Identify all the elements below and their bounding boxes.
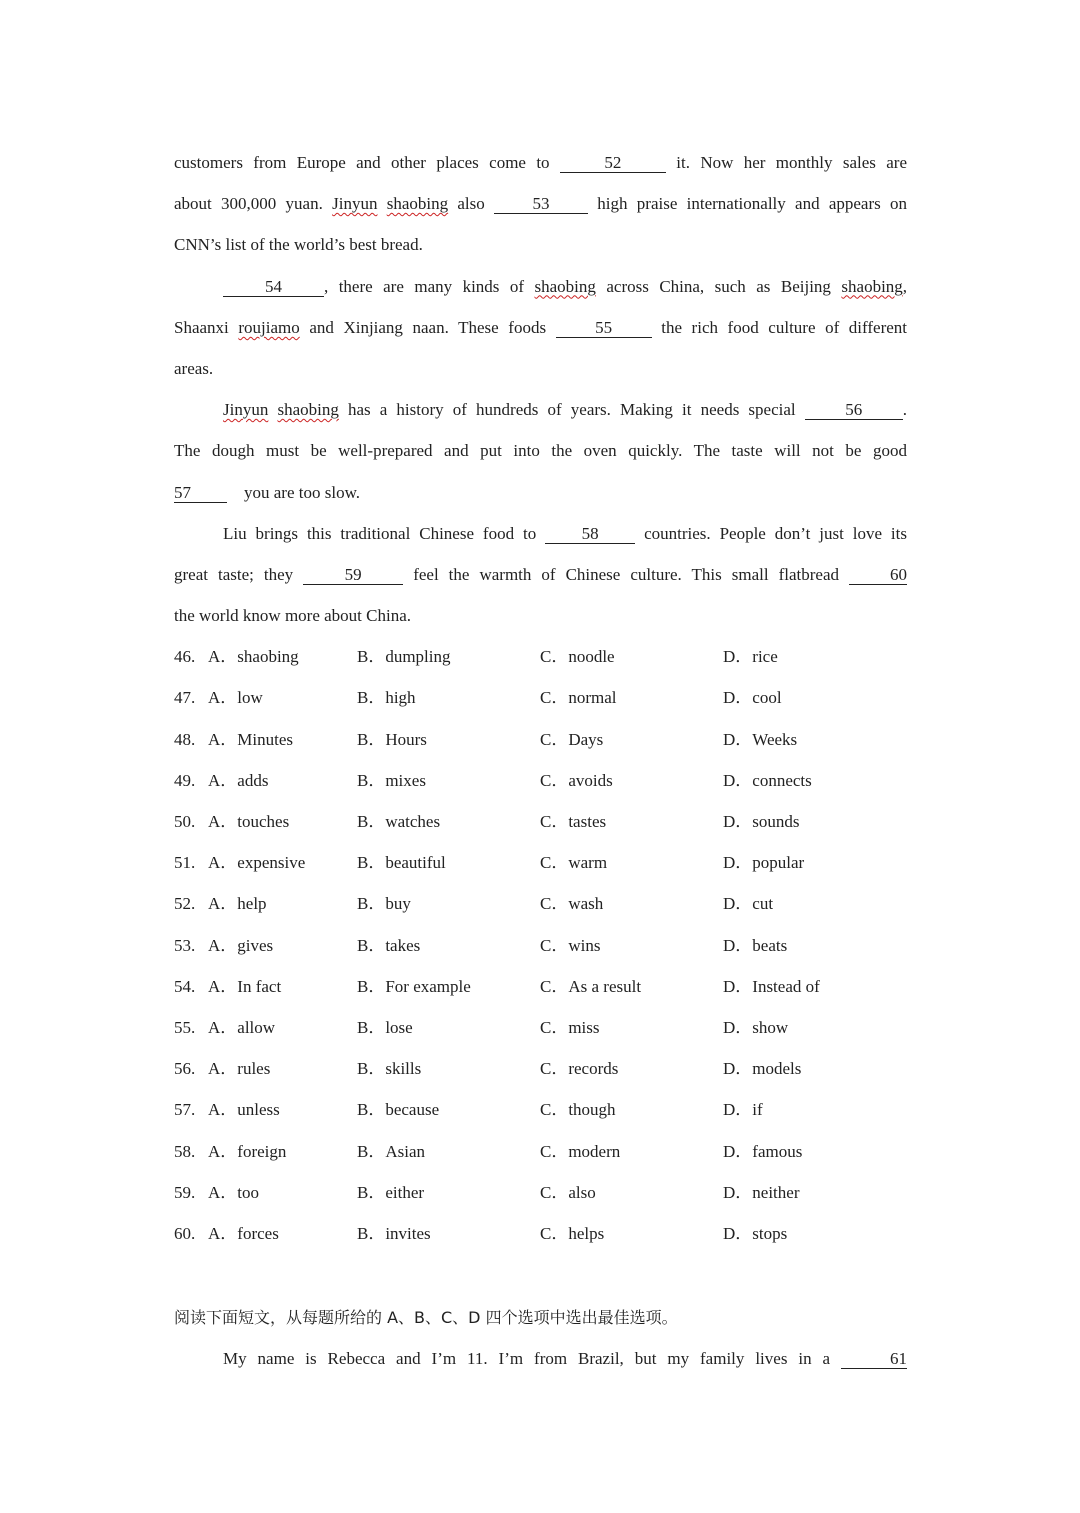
option-d: D．popular [723,853,805,873]
question-row [174,719,907,760]
question-row [174,1131,907,1172]
option-d: D．cool [723,688,782,708]
section-instruction: 阅读下面短文，从每题所给的 A、B、C、D 四个选项中选出最佳选项。 [174,1308,678,1327]
option-a: A．shaobing [208,647,299,667]
passage-line: areas. [174,358,214,378]
option-b: B．invites [357,1223,431,1243]
question-row [174,1007,907,1048]
option-a: A．expensive [208,853,306,873]
question-number: 52. [174,894,196,914]
passage-line: Liu brings this traditional Chinese food to 58 countries. People don’t just love its [223,523,907,543]
option-a: A．allow [208,1017,276,1037]
option-c: C．records [540,1059,619,1079]
option-d: D．famous [723,1141,803,1161]
option-b: B．skills [357,1059,422,1079]
question-number: 56. [174,1059,196,1079]
question-number: 46. [174,647,196,667]
option-c: C．though [540,1100,616,1120]
option-d: D．beats [723,935,788,955]
passage-line: CNN’s list of the world’s best bread. [174,235,423,255]
blank-53: 53 [494,195,588,214]
question-row [174,842,907,883]
question-number: 48. [174,729,196,749]
option-d: D．cut [723,894,774,914]
option-a: A．adds [208,770,269,790]
cloze-passage [174,142,907,1254]
passage-line: Jinyun shaobing has a history of hundreds of years. Making it needs special 56 . [223,400,908,420]
question-row [174,1089,907,1130]
option-a: A．Minutes [208,729,293,749]
option-d: D．Weeks [723,729,798,749]
blank-56: 56 [805,401,903,420]
question-row [174,966,907,1007]
option-d: D．show [723,1017,789,1037]
question-row [174,760,907,801]
question-row [174,883,907,924]
option-c: C．warm [540,853,608,873]
option-b: B．mixes [357,770,426,790]
option-b: B．beautiful [357,853,446,873]
option-d: D．Instead of [723,976,820,996]
question-number: 50. [174,812,196,831]
option-b: B．high [357,688,416,708]
passage-line: 54 , there are many kinds of shaobing across China, such as Beijing shaobing, [174,266,907,307]
option-b: B．Asian [357,1141,425,1161]
option-b: B．because [357,1100,440,1120]
option-a: A．rules [208,1059,271,1079]
option-d: D．models [723,1059,802,1079]
option-c: C．miss [540,1017,600,1037]
next-passage [174,1338,907,1379]
option-b: B．lose [357,1017,413,1037]
option-a: A．foreign [208,1141,287,1161]
question-number: 55. [174,1017,196,1037]
option-d: D．if [723,1100,763,1120]
blank-55: 55 [556,319,652,338]
option-c: C．Days [540,729,604,749]
option-a: A．In fact [208,976,282,996]
question-row [174,1048,907,1089]
blank-52: 52 [560,154,666,173]
option-c: C．wash [540,894,604,914]
option-c: C．helps [540,1223,605,1243]
question-number: 57. [174,1100,196,1120]
blank-59: 59 [303,566,403,585]
option-b: B．buy [357,894,411,914]
question-number: 54. [174,976,196,996]
question-row [174,1172,907,1213]
option-a: A．unless [208,1100,280,1120]
passage-line: great taste; they 59 feel the warmth of Chinese culture. This small flatbread 60 [174,564,908,584]
passage-line: 57 you are too slow. [174,482,360,502]
question-number: 59. [174,1182,196,1202]
passage-line: customers from Europe and other places come to 52 it. Now her monthly sales are [174,153,907,172]
answer-options [174,636,907,1254]
option-a: A．touches [208,812,290,831]
passage-line: My name is Rebecca and I’m 11. I’m from Brazil, but my family lives in a 61 [223,1349,908,1368]
question-number: 58. [174,1141,196,1161]
question-row [174,636,907,677]
option-a: A．help [208,894,267,914]
option-c: C．also [540,1182,596,1202]
option-c: C．As a result [540,976,642,996]
option-b: B．dumpling [357,647,451,667]
passage-line: Shaanxi roujiamo and Xinjiang naan. These foods 55 the rich food culture of different [174,317,908,337]
option-c: C．tastes [540,812,607,831]
question-number: 49. [174,770,196,790]
blank-58: 58 [545,525,635,544]
question-row [174,677,907,718]
option-b: B．takes [357,935,421,955]
option-a: A．low [208,688,263,708]
question-number: 60. [174,1223,196,1243]
option-a: A．gives [208,935,274,955]
option-c: C．wins [540,935,601,955]
blank-61: 61 [841,1350,907,1369]
option-a: A．too [208,1182,259,1202]
option-d: D．rice [723,647,778,667]
blank-60: 60 [849,566,907,585]
option-c: C．avoids [540,770,613,790]
option-c: C．normal [540,688,617,708]
blank-57: 57 [174,484,227,503]
option-d: D．neither [723,1182,800,1202]
option-d: D．stops [723,1223,788,1243]
question-row [174,925,907,966]
option-c: C．modern [540,1141,621,1161]
question-row [174,1213,907,1254]
passage-line: The dough must be well-prepared and put into the oven quickly. The taste will not be good [174,441,907,461]
question-number: 53. [174,935,196,955]
question-row [174,801,907,842]
option-a: A．forces [208,1223,279,1243]
passage-line: the world know more about China. [174,606,412,626]
passage-line: about 300,000 yuan. Jinyun shaobing also 53 high praise internationally and appears on [174,194,908,214]
option-b: B．Hours [357,729,427,749]
option-d: D．sounds [723,812,800,831]
option-b: B．either [357,1182,425,1202]
question-number: 51. [174,853,196,873]
option-c: C．noodle [540,647,615,667]
option-b: B．watches [357,812,441,831]
option-b: B．For example [357,976,471,996]
option-d: D．connects [723,770,812,790]
blank-54: 54 [223,278,324,297]
question-number: 47. [174,688,196,708]
